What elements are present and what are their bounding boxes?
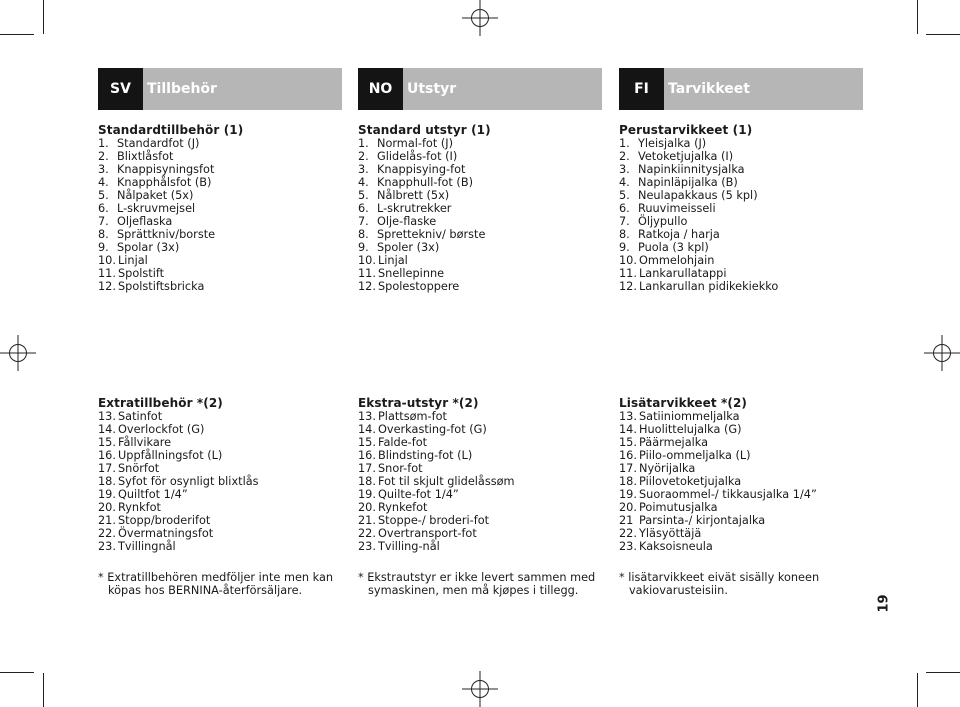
section-heading: Lisätarvikkeet *(2) [619, 396, 748, 410]
list-item: 2. Blixtlåsfot [98, 150, 174, 163]
accessory-list [619, 410, 869, 553]
footnote-line-1: * lisätarvikkeet eivät sisälly koneen [619, 571, 820, 584]
list-item: 15. Päärmejalka [619, 436, 709, 449]
crop-line-bottom-left-h [0, 672, 34, 673]
footnote [619, 571, 869, 597]
footnote-line-1: * Ekstrautstyr er ikke levert sammen med [358, 571, 596, 584]
list-item: 17. Nyörijalka [619, 462, 696, 475]
section-heading: Standardtillbehör (1) [98, 123, 244, 137]
crop-line-top-left-h [0, 34, 34, 35]
list-item: 22. Yläsyöttäjä [619, 527, 702, 540]
extra-accessories-no [358, 397, 608, 597]
list-item: 3. Knappisying-fot [358, 163, 466, 176]
list-item: 23. Kaksoisneula [619, 540, 713, 553]
list-item: 7. Olje-flaske [358, 215, 437, 228]
section-heading: Ekstra-utstyr *(2) [358, 396, 479, 410]
list-item: 14. Huolittelujalka (G) [619, 423, 742, 436]
list-item: 3. Knappisyningsfot [98, 163, 215, 176]
list-item: 19. Suoraommel-/ tikkausjalka 1/4” [619, 488, 817, 501]
list-item: 20. Rynkfot [98, 501, 161, 514]
list-item: 9. Spolar (3x) [98, 241, 180, 254]
standard-accessories-sv [98, 124, 348, 293]
list-item: 22. Overtransport-fot [358, 527, 477, 540]
list-item: 3. Napinkiinnitysjalka [619, 163, 745, 176]
section-heading: Perustarvikkeet (1) [619, 123, 753, 137]
list-item: 13. Plattsøm-fot [358, 410, 447, 423]
list-item: 2. Vetoketjujalka (I) [619, 150, 734, 163]
list-item: 9. Spoler (3x) [358, 241, 440, 254]
footnote-line-2: symaskinen, men må kjøpes i tillegg. [368, 584, 579, 597]
extra-accessories-sv [98, 397, 348, 597]
crop-line-top-left [43, 0, 44, 34]
list-item: 8. Ratkoja / harja [619, 228, 720, 241]
list-item: 13. Satiiniommeljalka [619, 410, 740, 423]
crop-line-bottom-right [917, 673, 918, 707]
list-item: 13. Satinfot [98, 410, 163, 423]
footnote [98, 571, 348, 597]
footnote-line-2: vakiovarusteisiin. [629, 584, 728, 597]
list-item: 15. Falde-fot [358, 436, 428, 449]
section-title: Utstyr [403, 68, 602, 110]
list-item: 18. Fot til skjult glidelåssøm [358, 475, 515, 488]
footnote [358, 571, 608, 597]
section-title: Tarvikkeet [664, 68, 863, 110]
list-item: 17. Snor-fot [358, 462, 423, 475]
list-item: 21. Stoppe-/ broderi-fot [358, 514, 490, 527]
list-item: 7. Öljypullo [619, 215, 688, 228]
list-item: 8. Sprättkniv/borste [98, 228, 216, 241]
footnote-line-2: köpas hos BERNINA-återförsäljare. [108, 584, 303, 597]
list-item: 8. Sprettekniv/ børste [358, 228, 486, 241]
list-item: 11. Lankarullatappi [619, 267, 727, 280]
list-item: 18. Piilovetoketjujalka [619, 475, 742, 488]
crop-line-bottom-left [43, 673, 44, 707]
section-heading: Extratillbehör *(2) [98, 396, 223, 410]
list-item: 9. Puola (3 kpl) [619, 241, 709, 254]
list-item: 23. Tvillingnål [98, 540, 176, 553]
section-title: Tillbehör [143, 68, 342, 110]
list-item: 12. Spolestoppere [358, 280, 460, 293]
language-header-fi [619, 68, 863, 110]
crop-line-bottom-right-h [926, 672, 960, 673]
page-number [874, 583, 894, 623]
list-item: 5. Neulapakkaus (5 kpl) [619, 189, 758, 202]
list-item: 6. Ruuvimeisseli [619, 202, 716, 215]
accessory-list [98, 137, 348, 293]
accessory-list [98, 410, 348, 553]
language-header-no [358, 68, 602, 110]
footnote-line-1: * Extratillbehören medföljer inte men kan [98, 571, 334, 584]
registration-mark-top [462, 0, 498, 36]
standard-accessories-fi [619, 124, 869, 293]
list-item: 21 Parsinta-/ kirjontajalka [619, 514, 766, 527]
language-code: FI [619, 68, 664, 110]
language-code: NO [358, 68, 403, 110]
list-item: 20. Poimutusjalka [619, 501, 718, 514]
list-item: 14. Overkasting-fot (G) [358, 423, 487, 436]
list-item: 1. Yleisjalka (J) [619, 137, 707, 150]
list-item: 6. L-skruvmejsel [98, 202, 196, 215]
list-item: 5. Nålbrett (5x) [358, 189, 450, 202]
list-item: 16. Blindsting-fot (L) [358, 449, 473, 462]
crop-line-top-right-h [926, 34, 960, 35]
section-heading: Standard utstyr (1) [358, 123, 491, 137]
list-item: 4. Knapphull-fot (B) [358, 176, 473, 189]
list-item: 16. Uppfållningsfot (L) [98, 449, 223, 462]
list-item: 15. Fållvikare [98, 436, 172, 449]
list-item: 12. Spolstiftsbricka [98, 280, 205, 293]
list-item: 18. Syfot för osynligt blixtlås [98, 475, 259, 488]
accessory-list [619, 137, 869, 293]
accessory-list [358, 137, 608, 293]
registration-mark-right [924, 335, 960, 371]
language-header-sv [98, 68, 342, 110]
list-item: 6. L-skrutrekker [358, 202, 452, 215]
registration-mark-bottom [462, 671, 498, 707]
standard-accessories-no [358, 124, 608, 293]
registration-mark-left [0, 335, 36, 371]
list-item: 7. Oljeflaska [98, 215, 173, 228]
list-item: 1. Standardfot (J) [98, 137, 200, 150]
list-item: 11. Snellepinne [358, 267, 445, 280]
list-item: 1. Normal-fot (J) [358, 137, 454, 150]
list-item: 17. Snörfot [98, 462, 160, 475]
list-item: 4. Knapphålsfot (B) [98, 176, 212, 189]
list-item: 12. Lankarullan pidikekiekko [619, 280, 779, 293]
list-item: 5. Nålpaket (5x) [98, 189, 194, 202]
list-item: 16. Piilo-ommeljalka (L) [619, 449, 751, 462]
accessory-list [358, 410, 608, 553]
extra-accessories-fi [619, 397, 869, 597]
list-item: 10. Ommelohjain [619, 254, 715, 267]
list-item: 22. Övermatningsfot [98, 527, 214, 540]
list-item: 23. Tvilling-nål [358, 540, 440, 553]
language-code: SV [98, 68, 143, 110]
list-item: 19. Quiltfot 1/4” [98, 488, 188, 501]
list-item: 19. Quilte-fot 1/4” [358, 488, 459, 501]
list-item: 10. Linjal [358, 254, 408, 267]
list-item: 2. Glidelås-fot (I) [358, 150, 458, 163]
page-number-text: 19 [876, 593, 892, 613]
crop-line-top-right [917, 0, 918, 34]
list-item: 21. Stopp/broderifot [98, 514, 211, 527]
list-item: 10. Linjal [98, 254, 148, 267]
list-item: 11. Spolstift [98, 267, 165, 280]
list-item: 4. Napinläpijalka (B) [619, 176, 738, 189]
list-item: 14. Overlockfot (G) [98, 423, 205, 436]
list-item: 20. Rynkefot [358, 501, 428, 514]
